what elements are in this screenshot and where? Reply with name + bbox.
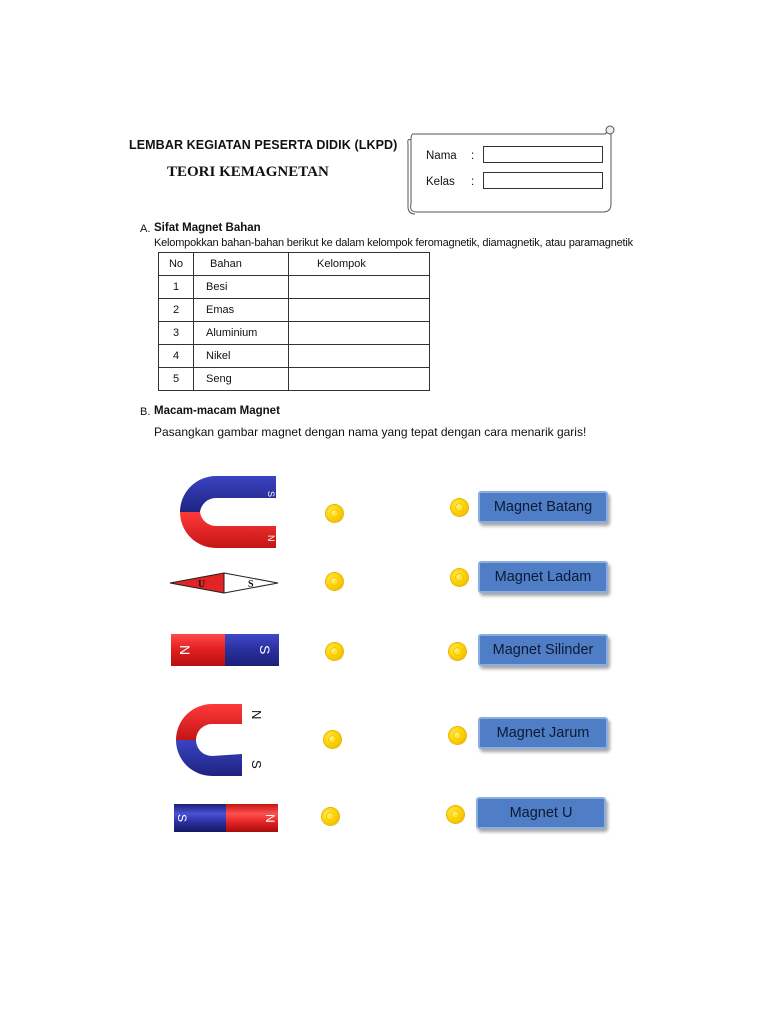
- pole-label-n: N: [266, 535, 276, 542]
- nama-label: Nama: [426, 150, 457, 162]
- cell-kelompok[interactable]: [289, 322, 430, 345]
- cell-kelompok[interactable]: [289, 299, 430, 322]
- identity-scroll-box: [405, 124, 620, 216]
- match-dot-right-3[interactable]: [449, 643, 466, 660]
- needle-label-u: U: [198, 579, 206, 590]
- pole-label-s: S: [257, 645, 273, 655]
- name-label-magnet-silinder[interactable]: Magnet Silinder: [478, 634, 608, 666]
- cell-no: 4: [159, 345, 194, 368]
- table-row: [159, 345, 430, 368]
- cell-no: 3: [159, 322, 194, 345]
- pole-label-n: N: [263, 814, 277, 823]
- name-label-magnet-u[interactable]: Magnet U: [476, 797, 606, 829]
- match-dot-left-4[interactable]: [324, 731, 341, 748]
- match-dot-right-5[interactable]: [447, 806, 464, 823]
- pole-label-s: S: [175, 814, 189, 823]
- bar-magnet-icon: [170, 633, 280, 667]
- section-a-instruction: Kelompokkan bahan-bahan berikut ke dalam kelompok feromagnetik, diamagnetik, atau paramagnetik: [154, 237, 633, 249]
- pole-label-s: S: [249, 760, 264, 769]
- section-b-letter: B.: [140, 406, 151, 418]
- match-dot-left-5[interactable]: [322, 808, 339, 825]
- cell-bahan: Aluminium: [194, 322, 289, 345]
- match-dot-right-1[interactable]: [451, 499, 468, 516]
- horseshoe-magnet-icon: [170, 472, 282, 554]
- cell-kelompok[interactable]: [289, 276, 430, 299]
- table-row: [159, 276, 430, 299]
- pole-label-n: N: [249, 710, 264, 720]
- document-title: LEMBAR KEGIATAN PESERTA DIDIK (LKPD): [129, 138, 398, 152]
- cell-no: 2: [159, 299, 194, 322]
- section-b-instruction: Pasangkan gambar magnet dengan nama yang tepat dengan cara menarik garis!: [154, 425, 587, 439]
- column-header-bahan: Bahan: [194, 253, 289, 276]
- name-label-magnet-batang[interactable]: Magnet Batang: [478, 491, 608, 523]
- match-dot-right-2[interactable]: [451, 569, 468, 586]
- section-a-letter: A.: [140, 223, 151, 235]
- table-row: [159, 322, 430, 345]
- u-magnet-icon: [172, 700, 272, 780]
- section-a-title: Sifat Magnet Bahan: [154, 222, 261, 234]
- name-label-magnet-ladam[interactable]: Magnet Ladam: [478, 561, 608, 593]
- pole-label-n: N: [177, 645, 193, 656]
- match-dot-right-4[interactable]: [449, 727, 466, 744]
- needle-label-s: S: [248, 579, 254, 590]
- cell-kelompok[interactable]: [289, 368, 430, 391]
- match-dot-left-3[interactable]: [326, 643, 343, 660]
- document-subtitle: TEORI KEMAGNETAN: [167, 164, 329, 180]
- compass-needle-magnet-icon: [168, 570, 280, 596]
- nama-colon: :: [471, 150, 475, 162]
- material-table: [158, 252, 430, 391]
- kelas-field[interactable]: [483, 172, 603, 189]
- match-dot-left-2[interactable]: [326, 573, 343, 590]
- cell-no: 1: [159, 276, 194, 299]
- name-label-magnet-jarum[interactable]: Magnet Jarum: [478, 717, 608, 749]
- cell-no: 5: [159, 368, 194, 391]
- nama-field[interactable]: [483, 146, 603, 163]
- kelas-colon: :: [471, 176, 475, 188]
- match-dot-left-1[interactable]: [326, 505, 343, 522]
- table-row: [159, 299, 430, 322]
- scroll-frame-icon: [405, 124, 620, 216]
- table-header-row: [159, 253, 430, 276]
- cell-bahan: Seng: [194, 368, 289, 391]
- cell-kelompok[interactable]: [289, 345, 430, 368]
- section-b-title: Macam-macam Magnet: [154, 405, 280, 417]
- pole-label-s: S: [266, 491, 276, 498]
- table-row: [159, 368, 430, 391]
- column-header-no: No: [159, 253, 194, 276]
- cell-bahan: Nikel: [194, 345, 289, 368]
- cell-bahan: Emas: [194, 299, 289, 322]
- cylinder-magnet-icon: [172, 802, 280, 834]
- kelas-label: Kelas: [426, 176, 455, 188]
- cell-bahan: Besi: [194, 276, 289, 299]
- column-header-kelompok: Kelompok: [289, 253, 430, 276]
